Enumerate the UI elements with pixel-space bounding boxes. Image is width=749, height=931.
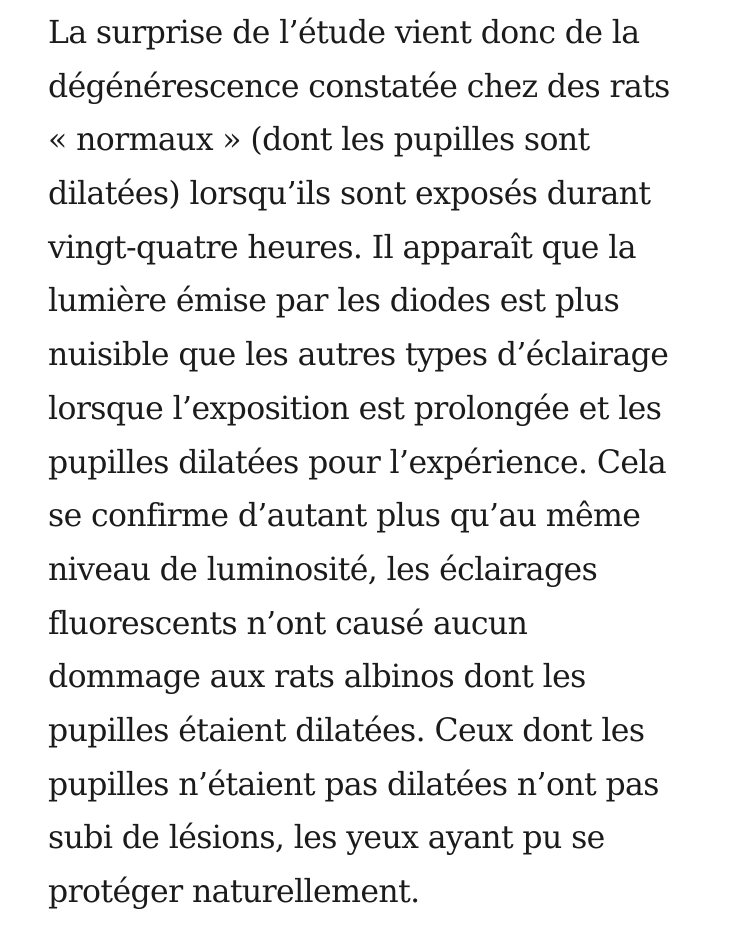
paragraph-line-13: dommage aux rats albinos dont les: [48, 659, 586, 696]
paragraph-line-8: lorsque l’exposition est prolongée et les: [48, 390, 662, 427]
paragraph-line-17: protéger naturellement.: [48, 874, 420, 910]
paragraph-line-15: pupilles n’étaient pas dilatées n’ont pas: [48, 766, 659, 803]
paragraph-line-7: nuisible que les autres types d’éclairage: [48, 337, 669, 374]
paragraph-line-4: dilatées) lorsqu’ils sont exposés durant: [48, 176, 651, 213]
paragraph-line-12: fluorescents n’ont causé aucun: [48, 605, 528, 642]
paragraph-line-9: pupilles dilatées pour l’expérience. Cela: [48, 444, 667, 481]
paragraph-line-16: subi de lésions, les yeux ayant pu se: [48, 820, 605, 857]
paragraph-line-1: La surprise de l’étude vient donc de la: [48, 15, 640, 51]
paragraph-line-14: pupilles étaient dilatées. Ceux dont les: [48, 712, 645, 749]
article-paragraph: [48, 7, 738, 920]
paragraph-line-10: se confirme d’autant plus qu’au même: [48, 498, 641, 535]
paragraph-line-3: « normaux » (dont les pupilles sont: [48, 122, 590, 159]
paragraph-line-2: dégénérescence constatée chez des rats: [48, 68, 670, 105]
paragraph-line-5: vingt-quatre heures. Il apparaît que la: [48, 229, 636, 266]
paragraph-line-11: niveau de luminosité, les éclairages: [48, 551, 598, 588]
paragraph-line-6: lumière émise par les diodes est plus: [48, 283, 620, 320]
